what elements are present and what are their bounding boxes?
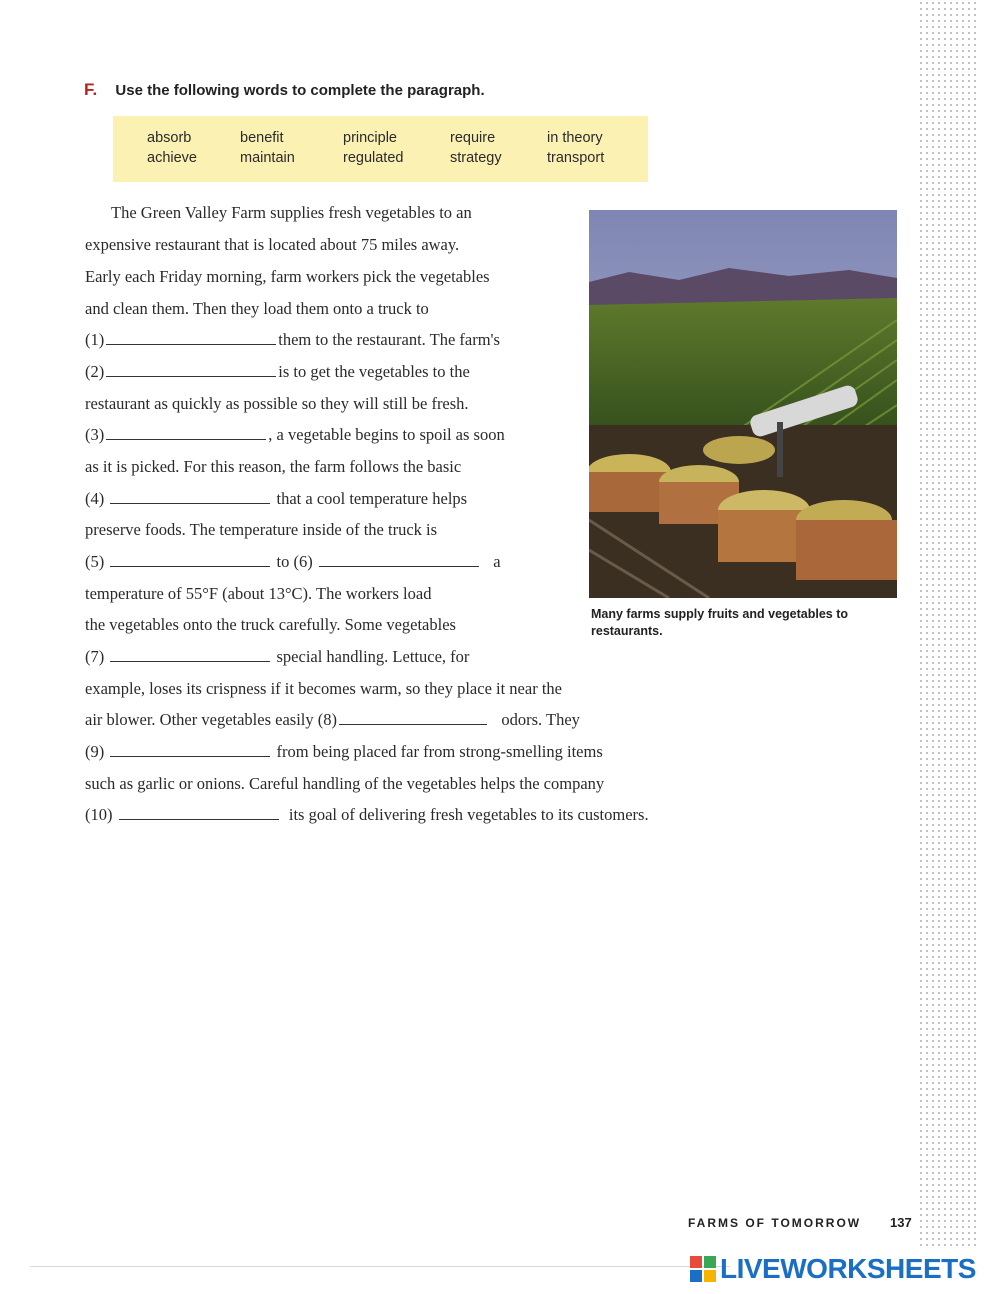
footer-section-title: FARMS OF TOMORROW xyxy=(688,1216,862,1230)
paragraph-line: Early each Friday morning, farm workers pick the vegetables xyxy=(85,267,490,286)
paragraph-line: temperature of 55°F (about 13°C). The workers load xyxy=(85,584,432,603)
line-text: air blower. Other vegetables easily (8) xyxy=(85,710,337,729)
paragraph-line: the vegetables onto the truck carefully. Some vegetables xyxy=(85,615,456,634)
paragraph-line: expensive restaurant that is located about 75 miles away. xyxy=(85,235,460,254)
word-bank-item: regulated xyxy=(343,150,404,166)
paragraph-line: example, loses its crispness if it becomes warm, so they place it near the xyxy=(85,679,562,698)
line-text: to (6) xyxy=(276,552,313,571)
word-bank-item: principle xyxy=(343,130,397,146)
word-bank-item: benefit xyxy=(240,130,284,146)
line-text: odors. They xyxy=(501,710,580,729)
paragraph-line xyxy=(85,710,580,730)
farm-photo xyxy=(589,210,897,598)
word-bank-item: achieve xyxy=(147,150,197,166)
blank-number: (5) xyxy=(85,552,105,571)
answer-blank-5[interactable] xyxy=(110,554,270,567)
blank-number: (4) xyxy=(85,489,105,508)
paragraph-line: preserve foods. The temperature inside of the truck is xyxy=(85,520,438,539)
answer-blank-3[interactable] xyxy=(106,427,266,440)
paragraph-line xyxy=(85,647,469,667)
word-bank-item: maintain xyxy=(240,150,295,166)
line-text: special handling. Lettuce, for xyxy=(276,647,470,666)
answer-blank-4[interactable] xyxy=(110,491,270,504)
paragraph-line xyxy=(85,425,505,445)
line-text: its goal of delivering fresh vegetables to its customers. xyxy=(288,805,649,824)
answer-blank-7[interactable] xyxy=(110,649,270,662)
word-bank xyxy=(113,116,648,182)
paragraph-line: The Green Valley Farm supplies fresh vegetables to an xyxy=(111,203,472,222)
paragraph-line xyxy=(85,489,467,509)
blank-number: (7) xyxy=(85,647,105,666)
page-number: 137 xyxy=(890,1215,912,1230)
paragraph-line xyxy=(85,330,500,350)
line-text: from being placed far from strong-smelling items xyxy=(276,742,603,761)
decorative-dot-strip xyxy=(918,0,980,1250)
brand-name: LIVEWORKSHEETS xyxy=(720,1253,976,1284)
word-bank-item: strategy xyxy=(450,150,502,166)
paragraph-line: such as garlic or onions. Careful handling of the vegetables helps the company xyxy=(85,774,605,793)
paragraph-line: as it is picked. For this reason, the farm follows the basic xyxy=(85,457,462,476)
exercise-header xyxy=(84,80,485,100)
photo-caption: Many farms supply fruits and vegetables to restaurants. xyxy=(591,607,849,638)
line-text: , a vegetable begins to spoil as soon xyxy=(268,425,505,444)
answer-blank-10[interactable] xyxy=(119,807,279,820)
blank-number: (1) xyxy=(85,330,105,349)
paragraph-line xyxy=(85,362,470,382)
line-text: them to the restaurant. The farm's xyxy=(278,330,500,349)
answer-blank-2[interactable] xyxy=(106,364,276,377)
paragraph-line: and clean them. Then they load them onto a truck to xyxy=(85,299,429,318)
blank-number: (3) xyxy=(85,425,105,444)
blank-number: (2) xyxy=(85,362,105,381)
answer-blank-6[interactable] xyxy=(319,554,479,567)
paragraph-line xyxy=(85,742,603,762)
word-bank-item: transport xyxy=(547,150,605,166)
blank-number: (10) xyxy=(85,805,113,824)
blank-number: (9) xyxy=(85,742,105,761)
exercise-letter: F. xyxy=(84,80,98,99)
exercise-instruction: Use the following words to complete the paragraph. xyxy=(115,82,485,99)
answer-blank-1[interactable] xyxy=(106,332,276,345)
line-text: a xyxy=(493,552,501,571)
bottom-divider xyxy=(30,1266,730,1267)
answer-blank-8[interactable] xyxy=(339,712,487,725)
word-bank-item: require xyxy=(450,130,496,146)
liveworksheets-logo[interactable] xyxy=(690,1252,976,1286)
paragraph-line: restaurant as quickly as possible so they will still be fresh. xyxy=(85,394,469,413)
word-bank-item: absorb xyxy=(147,130,192,146)
paragraph-line xyxy=(85,805,649,825)
answer-blank-9[interactable] xyxy=(110,744,270,757)
paragraph-line xyxy=(85,552,501,572)
word-bank-item: in theory xyxy=(547,130,603,146)
line-text: is to get the vegetables to the xyxy=(278,362,470,381)
line-text: that a cool temperature helps xyxy=(276,489,468,508)
liveworksheets-icon xyxy=(690,1256,716,1282)
